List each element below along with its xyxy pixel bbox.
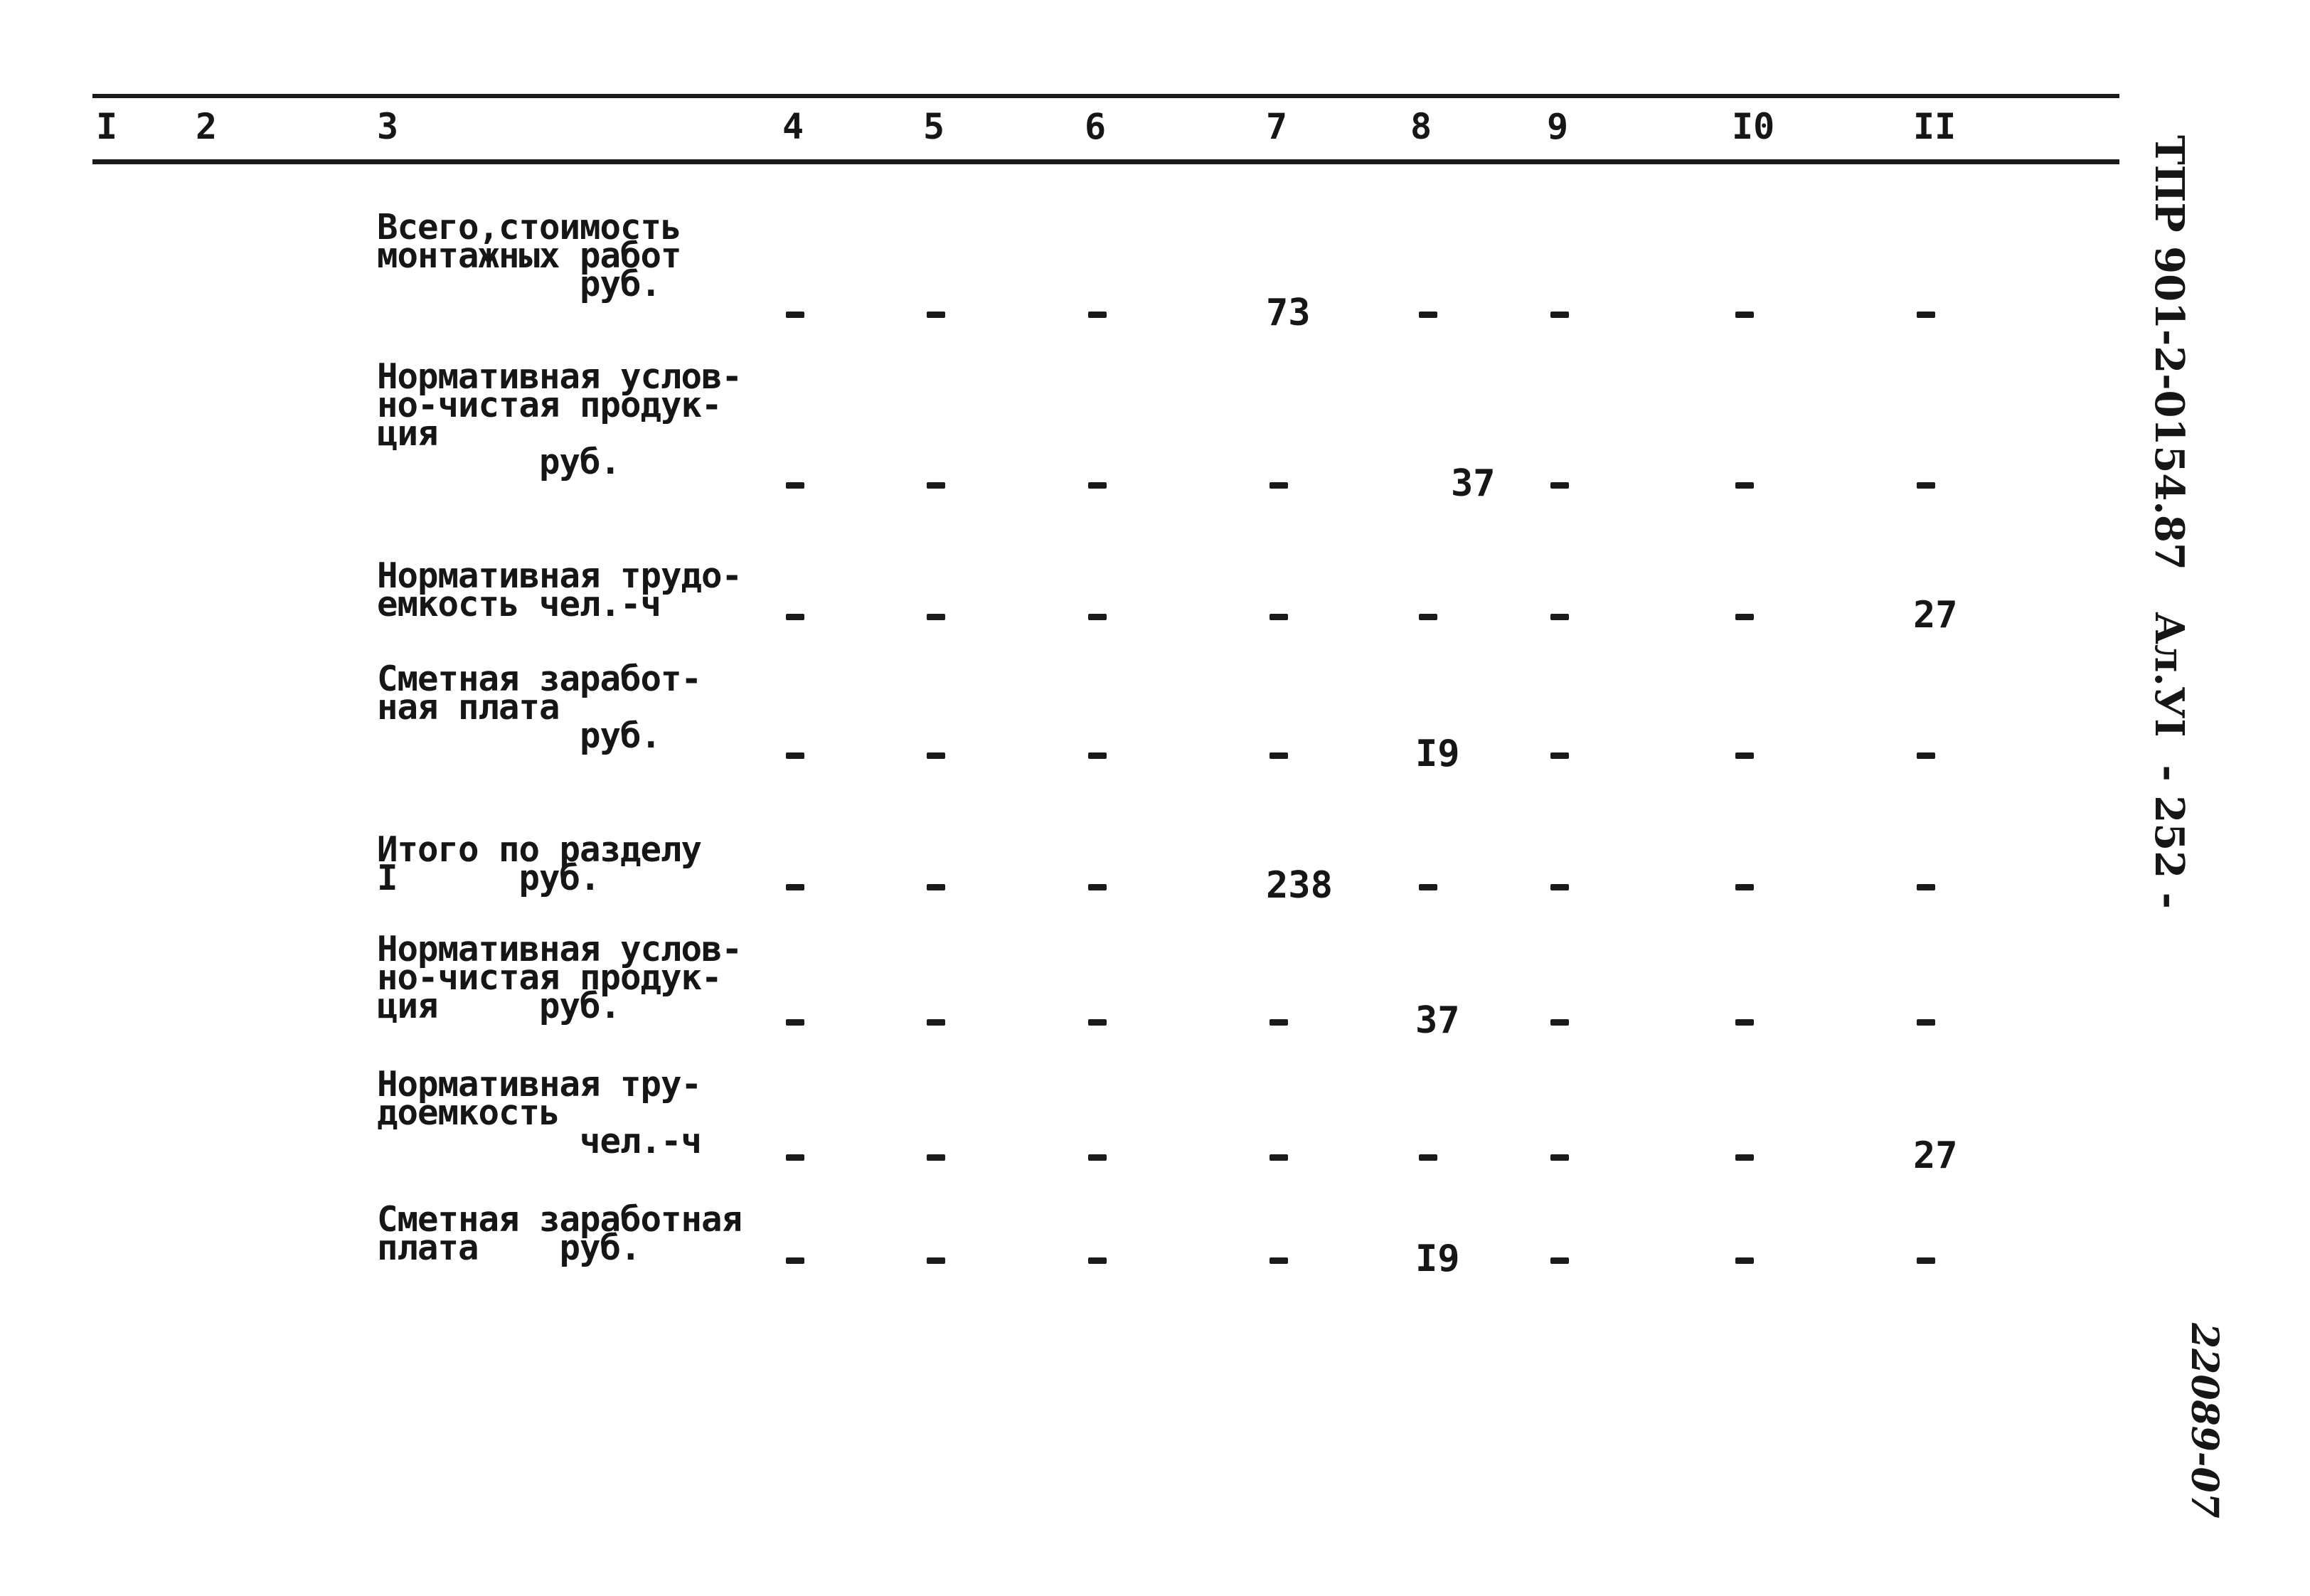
empty-dash [927,884,945,890]
cell-value: 27 [1913,594,1958,637]
row-label: Сметная заработ- ная плата руб. [377,659,702,756]
empty-dash [1550,1019,1569,1026]
side-margin [2127,128,2240,910]
empty-dash [1088,1257,1107,1264]
empty-dash [1270,1257,1288,1264]
empty-dash [1270,482,1288,489]
column-header: 4 [782,106,804,147]
cell-value: 73 [1266,292,1311,334]
empty-dash [786,752,804,759]
empty-dash [1735,312,1754,318]
empty-dash [1088,752,1107,759]
empty-dash [927,752,945,759]
empty-dash [1088,614,1107,620]
empty-dash [1550,1257,1569,1264]
empty-dash [786,1257,804,1264]
empty-dash [1270,752,1288,759]
top-rule [92,94,2119,98]
empty-dash [1270,614,1288,620]
row-label: Нормативная услов- но-чистая продук- ция руб. [377,929,742,1026]
empty-dash [1419,884,1437,890]
empty-dash [1270,1154,1288,1161]
cell-value: 37 [1451,462,1496,505]
empty-dash [1088,482,1107,489]
empty-dash [1917,1019,1935,1026]
empty-dash [1735,884,1754,890]
column-header: 6 [1085,106,1107,147]
empty-dash [786,482,804,489]
empty-dash [1550,1154,1569,1161]
header-rule [92,159,2119,164]
empty-dash [1917,752,1935,759]
column-header: II [1913,106,1957,147]
row-label: Сметная заработная плата руб. [377,1199,742,1268]
empty-dash [1550,884,1569,890]
empty-dash [1735,1257,1754,1264]
empty-dash [1735,752,1754,759]
document-code: ТПР 901-2-0154.87 Ал.УI - 252 - [2146,135,2193,909]
empty-dash [927,312,945,318]
empty-dash [786,884,804,890]
row-label: Нормативная услов- но-чистая продук- ция руб. [377,356,742,482]
column-header: 2 [196,106,218,147]
empty-dash [786,1019,804,1026]
empty-dash [1088,312,1107,318]
empty-dash [927,614,945,620]
column-header: 8 [1410,106,1432,147]
empty-dash [1419,1154,1437,1161]
empty-dash [1419,312,1437,318]
empty-dash [927,482,945,489]
empty-dash [1735,614,1754,620]
empty-dash [1917,482,1935,489]
empty-dash [927,1154,945,1161]
column-header: 3 [377,106,399,147]
empty-dash [1735,1154,1754,1161]
empty-dash [1088,884,1107,890]
cell-value: 37 [1415,999,1460,1042]
column-header: 7 [1266,106,1288,147]
empty-dash [927,1019,945,1026]
column-header: 5 [923,106,945,147]
empty-dash [786,1154,804,1161]
cell-value: 27 [1913,1134,1958,1177]
empty-dash [1917,312,1935,318]
empty-dash [1917,884,1935,890]
column-header: I [96,106,118,147]
cell-value: 238 [1266,864,1333,907]
cell-value: I9 [1415,1238,1460,1280]
empty-dash [1550,752,1569,759]
column-header: I0 [1732,106,1775,147]
empty-dash [1735,482,1754,489]
empty-dash [1088,1019,1107,1026]
row-label: Нормативная трудо- емкость чел.-ч [377,555,742,624]
row-label: Всего,стоимость монтажных работ руб. [377,207,681,304]
empty-dash [1550,614,1569,620]
empty-dash [1419,614,1437,620]
column-header: 9 [1547,106,1569,147]
cell-value: I9 [1415,733,1460,775]
empty-dash [1550,312,1569,318]
empty-dash [786,312,804,318]
empty-dash [1735,1019,1754,1026]
empty-dash [1088,1154,1107,1161]
archive-stamp: 22089-07 [2183,1323,2226,1518]
empty-dash [1917,1257,1935,1264]
row-label: Итого по разделу I руб. [377,829,702,898]
empty-dash [1550,482,1569,489]
empty-dash [786,614,804,620]
empty-dash [1270,1019,1288,1026]
row-label: Нормативная тру- доемкость чел.-ч [377,1064,702,1161]
empty-dash [927,1257,945,1264]
